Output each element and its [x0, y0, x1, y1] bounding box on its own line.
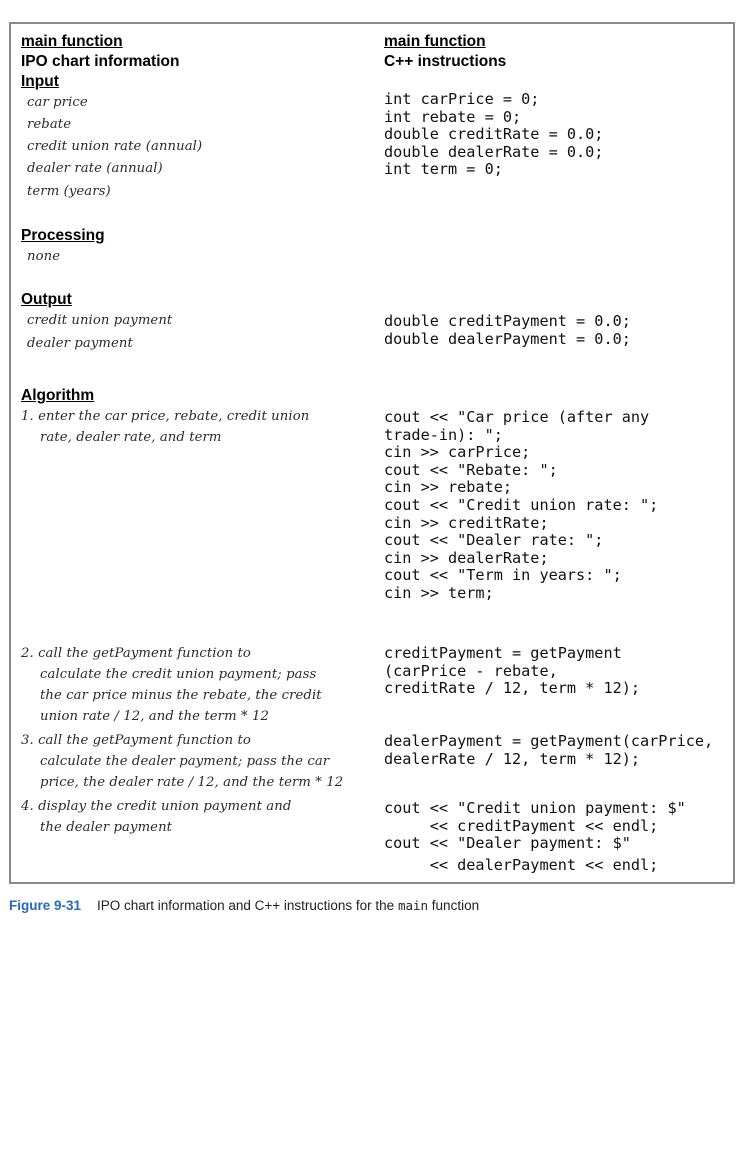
step3-code-block [384, 733, 713, 768]
algorithm-step-4-cont: the dealer payment [40, 820, 173, 835]
code-line: cout << "Dealer rate: "; [384, 531, 604, 550]
code-line: int carPrice = 0; [384, 90, 540, 108]
output-code-block [384, 313, 631, 348]
code-line: cout << "Credit union rate: "; [384, 495, 659, 514]
code-line: cin >> rebate; [384, 478, 513, 497]
code-line: trade-in): "; [384, 425, 503, 444]
code-line: cout << "Dealer payment: $" [384, 834, 631, 853]
code-line: cin >> term; [384, 583, 494, 602]
code-line: cout << "Credit union payment: $" [384, 799, 686, 817]
input-item: dealer rate (annual) [27, 161, 163, 176]
input-item: rebate [27, 117, 72, 132]
algorithm-step-4: 4. display the credit union payment and [21, 799, 292, 814]
code-line: cin >> carPrice; [384, 443, 531, 462]
algorithm-step-1: 1. enter the car price, rebate, credit union [21, 409, 310, 424]
code-line: dealerPayment = getPayment(carPrice, [384, 732, 714, 750]
code-line: cout << "Car price (after any [384, 408, 650, 426]
left-title: main function [21, 33, 123, 50]
processing-heading: Processing [21, 227, 105, 244]
code-line: double dealerPayment = 0.0; [384, 329, 631, 348]
code-line: (carPrice - rebate, [384, 661, 558, 680]
input-item: credit union rate (annual) [27, 139, 203, 154]
algorithm-step-2-cont: the car price minus the rebate, the credit [40, 688, 322, 703]
code-line: double creditRate = 0.0; [384, 125, 604, 144]
code-line: double creditPayment = 0.0; [384, 312, 631, 330]
algorithm-step-2-cont: union rate / 12, and the term * 12 [40, 709, 269, 724]
code-line: << creditPayment << endl; [384, 816, 659, 835]
figure-label: Figure 9-31 [9, 898, 82, 913]
input-item: car price [27, 95, 88, 110]
algorithm-step-2: 2. call the getPayment function to [21, 646, 251, 661]
figure-caption [9, 898, 479, 913]
code-line: double dealerRate = 0.0; [384, 142, 604, 161]
algorithm-step-3-cont: calculate the dealer payment; pass the car [40, 754, 330, 769]
step1-code-block [384, 409, 658, 603]
algorithm-heading: Algorithm [21, 387, 95, 404]
algorithm-step-3-cont: price, the dealer rate / 12, and the term * 12 [40, 775, 344, 790]
code-line: dealerRate / 12, term * 12); [384, 749, 641, 768]
code-line: cin >> creditRate; [384, 513, 549, 532]
code-line: int rebate = 0; [384, 107, 522, 126]
processing-item: none [27, 249, 61, 264]
right-subtitle: C++ instructions [384, 53, 507, 70]
algorithm-step-2-cont: calculate the credit union payment; pass [40, 667, 317, 682]
output-item: dealer payment [27, 336, 133, 351]
code-line: cout << "Term in years: "; [384, 566, 622, 585]
code-line: << dealerPayment << endl; [384, 855, 659, 874]
code-line: cin >> dealerRate; [384, 548, 549, 567]
output-item: credit union payment [27, 313, 173, 328]
algorithm-step-1-cont: rate, dealer rate, and term [40, 430, 222, 445]
right-title: main function [384, 33, 486, 50]
output-heading: Output [21, 291, 72, 308]
caption-text: IPO chart information and C++ instructions for the [97, 898, 398, 913]
algorithm-step-3: 3. call the getPayment function to [21, 733, 251, 748]
code-line: creditPayment = getPayment [384, 644, 622, 662]
left-subtitle: IPO chart information [21, 53, 180, 70]
input-heading: Input [21, 73, 59, 90]
input-code-block [384, 91, 603, 179]
code-line: int term = 0; [384, 160, 503, 179]
caption-code-word: main [397, 898, 429, 913]
step2-code-block [384, 645, 640, 698]
code-line: cout << "Rebate: "; [384, 460, 558, 479]
code-line: creditRate / 12, term * 12); [384, 679, 641, 698]
input-item: term (years) [27, 184, 111, 199]
step4-code-block [384, 800, 686, 874]
caption-text-end: function [428, 898, 480, 913]
